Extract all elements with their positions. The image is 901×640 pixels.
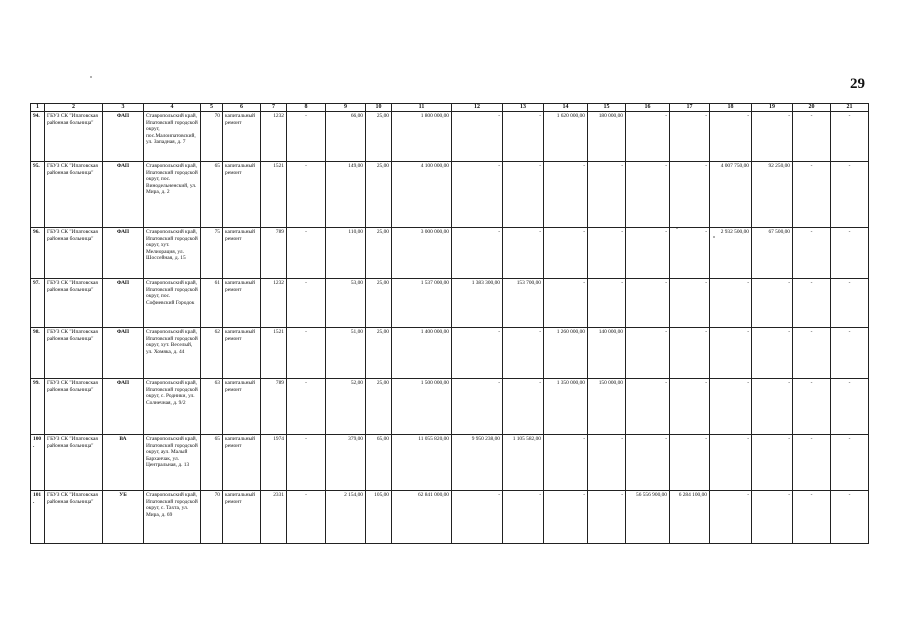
table-cell-col-16: - (626, 162, 670, 228)
table-row (31, 491, 869, 544)
table-cell-col-14: - (544, 162, 588, 228)
table-cell-col-3: ФАП (103, 162, 144, 228)
table-cell-col-4: Ставропольский край, Ипатовский городской округ, пос.Малоипатовский, ул. Западная, д. 7 (144, 112, 201, 162)
table-cell-col-12: 1 383 300,00 (452, 279, 503, 328)
table-cell-col-16: - (626, 328, 670, 379)
table-cell-col-19: 92 250,00 (752, 162, 793, 228)
table-cell-col-18: 2 932 500,00 (710, 228, 752, 279)
column-number-1: 1 (31, 104, 45, 112)
table-cell-col-19: 67 500,00 (752, 228, 793, 279)
column-number-6: 6 (223, 104, 261, 112)
table-cell-col-8: - (287, 491, 326, 544)
table-cell-col-21: - (831, 491, 869, 544)
table-cell-col-9: 53,00 (326, 279, 366, 328)
table-cell-col-7: 1521 (261, 328, 287, 379)
table-cell-col-3: ФАП (103, 328, 144, 379)
table-cell-col-16: - (626, 279, 670, 328)
column-number-15: 15 (588, 104, 626, 112)
table-cell-col-10: 25,00 (366, 379, 392, 435)
table-cell-col-14: 1 260 000,00 (544, 328, 588, 379)
table-cell-col-2: ГБУЗ СК "Ипатовская районная больница" (45, 112, 103, 162)
table-cell-col-4: Ставропольский край, Ипатовский городской округ, хут. Веселый, ул. Хомяка, д. 44 (144, 328, 201, 379)
table-cell-col-13: - (503, 112, 544, 162)
table-cell-col-6: капитальный ремонт (223, 112, 261, 162)
table-cell-col-4: Ставропольский край, Ипатовский городской округ, с. Тахта, ул. Мира, д. 69 (144, 491, 201, 544)
table-cell-col-16: - (626, 228, 670, 279)
table-cell-col-11: 1 500 000,00 (392, 379, 452, 435)
table-cell-col-14: 1 350 000,00 (544, 379, 588, 435)
column-number-18: 18 (710, 104, 752, 112)
table-cell-col-1: 94. (31, 112, 45, 162)
table-cell-col-15: 180 000,00 (588, 112, 626, 162)
table-cell-col-6: капитальный ремонт (223, 279, 261, 328)
column-number-3: 3 (103, 104, 144, 112)
table-cell-col-12: - (452, 228, 503, 279)
table-cell-col-15: - (588, 491, 626, 544)
table-cell-col-7: 2331 (261, 491, 287, 544)
table-cell-col-2: ГБУЗ СК "Ипатовская районная больница" (45, 228, 103, 279)
table-cell-col-10: 25,00 (366, 162, 392, 228)
table-cell-col-9: 2 154,00 (326, 491, 366, 544)
table-cell-col-13: - (503, 328, 544, 379)
table-cell-col-7: 1974 (261, 435, 287, 491)
table-cell-col-12: - (452, 491, 503, 544)
table-cell-col-4: Ставропольский край, Ипатовский городской округ, пос. Винодельненский, ул. Мира, д. 2 (144, 162, 201, 228)
table-cell-col-6: капитальный ремонт (223, 162, 261, 228)
table-cell-col-14: 1 620 000,00 (544, 112, 588, 162)
table-row (31, 112, 869, 162)
table-cell-col-7: 1521 (261, 162, 287, 228)
table-cell-col-12: - (452, 162, 503, 228)
page-number: 29 (850, 76, 865, 92)
table-cell-col-7: 1232 (261, 112, 287, 162)
table-cell-col-2: ГБУЗ СК "Ипатовская районная больница" (45, 435, 103, 491)
table-cell-col-13: - (503, 379, 544, 435)
table-cell-col-6: капитальный ремонт (223, 435, 261, 491)
column-number-7: 7 (261, 104, 287, 112)
table-cell-col-1: 97. (31, 279, 45, 328)
table-cell-col-19: - (752, 328, 793, 379)
table-cell-col-1: 96. (31, 228, 45, 279)
register-table (30, 103, 869, 544)
table-cell-col-10: 25,00 (366, 228, 392, 279)
table-cell-col-9: 52,00 (326, 379, 366, 435)
table-cell-col-19: - (752, 435, 793, 491)
column-number-14: 14 (544, 104, 588, 112)
table-cell-col-20: - (793, 279, 831, 328)
table-cell-col-11: 1 800 000,00 (392, 112, 452, 162)
table-cell-col-8: - (287, 228, 326, 279)
table-cell-col-11: 1 400 000,00 (392, 328, 452, 379)
table-cell-col-2: ГБУЗ СК "Ипатовская районная больница" (45, 279, 103, 328)
table-cell-col-1: 101. (31, 491, 45, 544)
column-number-10: 10 (366, 104, 392, 112)
table-cell-col-7: 789 (261, 379, 287, 435)
table-cell-col-21: - (831, 435, 869, 491)
table-cell-col-14: - (544, 228, 588, 279)
column-number-2: 2 (45, 104, 103, 112)
table-cell-col-5: 65 (201, 435, 223, 491)
table-cell-col-16: - (626, 379, 670, 435)
table-cell-col-12: 9 950 238,00 (452, 435, 503, 491)
table-cell-col-9: 379,00 (326, 435, 366, 491)
table-cell-col-17: 6 284 100,00 (670, 491, 710, 544)
table-cell-col-10: 65,00 (366, 435, 392, 491)
table-cell-col-15: 140 000,00 (588, 328, 626, 379)
table-cell-col-8: - (287, 162, 326, 228)
table-cell-col-18: - (710, 379, 752, 435)
table-cell-col-3: ФАП (103, 112, 144, 162)
table-cell-col-20: - (793, 162, 831, 228)
table-cell-col-10: 105,00 (366, 491, 392, 544)
column-number-13: 13 (503, 104, 544, 112)
table-cell-col-5: 61 (201, 279, 223, 328)
table-cell-col-12: - (452, 328, 503, 379)
column-number-9: 9 (326, 104, 366, 112)
column-number-16: 16 (626, 104, 670, 112)
table-cell-col-15: - (588, 162, 626, 228)
table-cell-col-21: - (831, 328, 869, 379)
table-cell-col-6: капитальный ремонт (223, 228, 261, 279)
table-cell-col-20: - (793, 228, 831, 279)
table-cell-col-15: 150 000,00 (588, 379, 626, 435)
table-cell-col-7: 789 (261, 228, 287, 279)
table-cell-col-3: ФАП (103, 379, 144, 435)
table-cell-col-1: 100. (31, 435, 45, 491)
table-cell-col-11: 62 841 000,00 (392, 491, 452, 544)
table-cell-col-18: 4 007 750,00 (710, 162, 752, 228)
table-row (31, 435, 869, 491)
table-cell-col-4: Ставропольский край, Ипатовский городской округ, хут. Мелиорация, ул. Шоссейная, д. 15 (144, 228, 201, 279)
table-row (31, 162, 869, 228)
table-row (31, 228, 869, 279)
table-cell-col-2: ГБУЗ СК "Ипатовская районная больница" (45, 328, 103, 379)
table-cell-col-16: 56 556 900,00 (626, 491, 670, 544)
table-cell-col-6: капитальный ремонт (223, 379, 261, 435)
column-number-5: 5 (201, 104, 223, 112)
table-cell-col-18: - (710, 112, 752, 162)
table-cell-col-8: - (287, 379, 326, 435)
table-cell-col-4: Ставропольский край, Ипатовский городской округ, с. Родники, ул. Солнечная, д. 9/2 (144, 379, 201, 435)
column-number-11: 11 (392, 104, 452, 112)
table-cell-col-9: 51,00 (326, 328, 366, 379)
table-cell-col-18: - (710, 279, 752, 328)
table-cell-col-1: 98. (31, 328, 45, 379)
table-cell-col-10: 25,00 (366, 328, 392, 379)
column-number-20: 20 (793, 104, 831, 112)
column-number-21: 21 (831, 104, 869, 112)
table-cell-col-5: 63 (201, 379, 223, 435)
table-cell-col-21: - (831, 112, 869, 162)
table-cell-col-14: - (544, 435, 588, 491)
table-cell-col-11: 4 100 000,00 (392, 162, 452, 228)
table-cell-col-18: - (710, 328, 752, 379)
table-cell-col-15: - (588, 435, 626, 491)
table-cell-col-8: - (287, 279, 326, 328)
table-cell-col-14: - (544, 491, 588, 544)
column-number-4: 4 (144, 104, 201, 112)
table-cell-col-7: 1232 (261, 279, 287, 328)
table-row (31, 328, 869, 379)
table-cell-col-18: - (710, 491, 752, 544)
column-number-17: 17 (670, 104, 710, 112)
table-cell-col-16: - (626, 112, 670, 162)
table-cell-col-17: - (670, 162, 710, 228)
table-cell-col-1: 99. (31, 379, 45, 435)
table-cell-col-12: - (452, 112, 503, 162)
table-cell-col-15: - (588, 228, 626, 279)
table-cell-col-12: - (452, 379, 503, 435)
table-cell-col-10: 25,00 (366, 279, 392, 328)
table-cell-col-19: - (752, 279, 793, 328)
table-cell-col-13: - (503, 228, 544, 279)
table-cell-col-17: - (670, 379, 710, 435)
table-row (31, 279, 869, 328)
table-cell-col-3: ФАП (103, 228, 144, 279)
scan-speck (90, 76, 92, 78)
table-cell-col-20: - (793, 328, 831, 379)
table-cell-col-4: Ставропольский край, Ипатовский городской округ, аул. Малый Барханчак, ул. Центральная, д. 13 (144, 435, 201, 491)
table-cell-col-21: - (831, 228, 869, 279)
column-number-row (31, 104, 869, 112)
table-cell-col-13: - (503, 491, 544, 544)
table-cell-col-17: - (670, 328, 710, 379)
table-cell-col-11: 11 055 820,00 (392, 435, 452, 491)
column-number-19: 19 (752, 104, 793, 112)
table-cell-col-5: 75 (201, 228, 223, 279)
table-cell-col-11: 3 000 000,00 (392, 228, 452, 279)
table-cell-col-6: капитальный ремонт (223, 491, 261, 544)
table-cell-col-13: - (503, 162, 544, 228)
table-cell-col-18: - (710, 435, 752, 491)
table-cell-col-4: Ставропольский край, Ипатовский городской округ, пос. Софиевский Городок (144, 279, 201, 328)
table-cell-col-17: - (670, 228, 710, 279)
table-cell-col-19: - (752, 491, 793, 544)
table-cell-col-21: - (831, 162, 869, 228)
table-cell-col-19: - (752, 112, 793, 162)
table-cell-col-10: 25,00 (366, 112, 392, 162)
table-cell-col-16: - (626, 435, 670, 491)
table-cell-col-17: - (670, 112, 710, 162)
table-cell-col-3: ФАП (103, 279, 144, 328)
table-cell-col-21: - (831, 379, 869, 435)
table-cell-col-6: капитальный ремонт (223, 328, 261, 379)
table-row (31, 379, 869, 435)
table-cell-col-5: 70 (201, 491, 223, 544)
table-cell-col-8: - (287, 328, 326, 379)
table-cell-col-21: - (831, 279, 869, 328)
table-cell-col-14: - (544, 279, 588, 328)
table-cell-col-20: - (793, 112, 831, 162)
table-cell-col-8: - (287, 435, 326, 491)
table-cell-col-20: - (793, 435, 831, 491)
column-number-12: 12 (452, 104, 503, 112)
table-cell-col-1: 95. (31, 162, 45, 228)
table-cell-col-20: - (793, 491, 831, 544)
table-cell-col-13: 1 105 582,00 (503, 435, 544, 491)
table-cell-col-11: 1 537 000,00 (392, 279, 452, 328)
table-cell-col-3: ВА (103, 435, 144, 491)
table-cell-col-9: 110,00 (326, 228, 366, 279)
table-cell-col-17: - (670, 279, 710, 328)
table-cell-col-9: 149,00 (326, 162, 366, 228)
table-cell-col-9: 66,00 (326, 112, 366, 162)
table-cell-col-19: - (752, 379, 793, 435)
table-cell-col-2: ГБУЗ СК "Ипатовская районная больница" (45, 162, 103, 228)
table-cell-col-15: - (588, 279, 626, 328)
table-cell-col-2: ГБУЗ СК "Ипатовская районная больница" (45, 491, 103, 544)
table-cell-col-13: 153 700,00 (503, 279, 544, 328)
table-cell-col-5: 62 (201, 328, 223, 379)
table-cell-col-20: - (793, 379, 831, 435)
table-cell-col-17: - (670, 435, 710, 491)
table-cell-col-3: УБ (103, 491, 144, 544)
table-cell-col-5: 70 (201, 112, 223, 162)
table-cell-col-2: ГБУЗ СК "Ипатовская районная больница" (45, 379, 103, 435)
table-cell-col-5: 65 (201, 162, 223, 228)
column-number-8: 8 (287, 104, 326, 112)
table-cell-col-8: - (287, 112, 326, 162)
